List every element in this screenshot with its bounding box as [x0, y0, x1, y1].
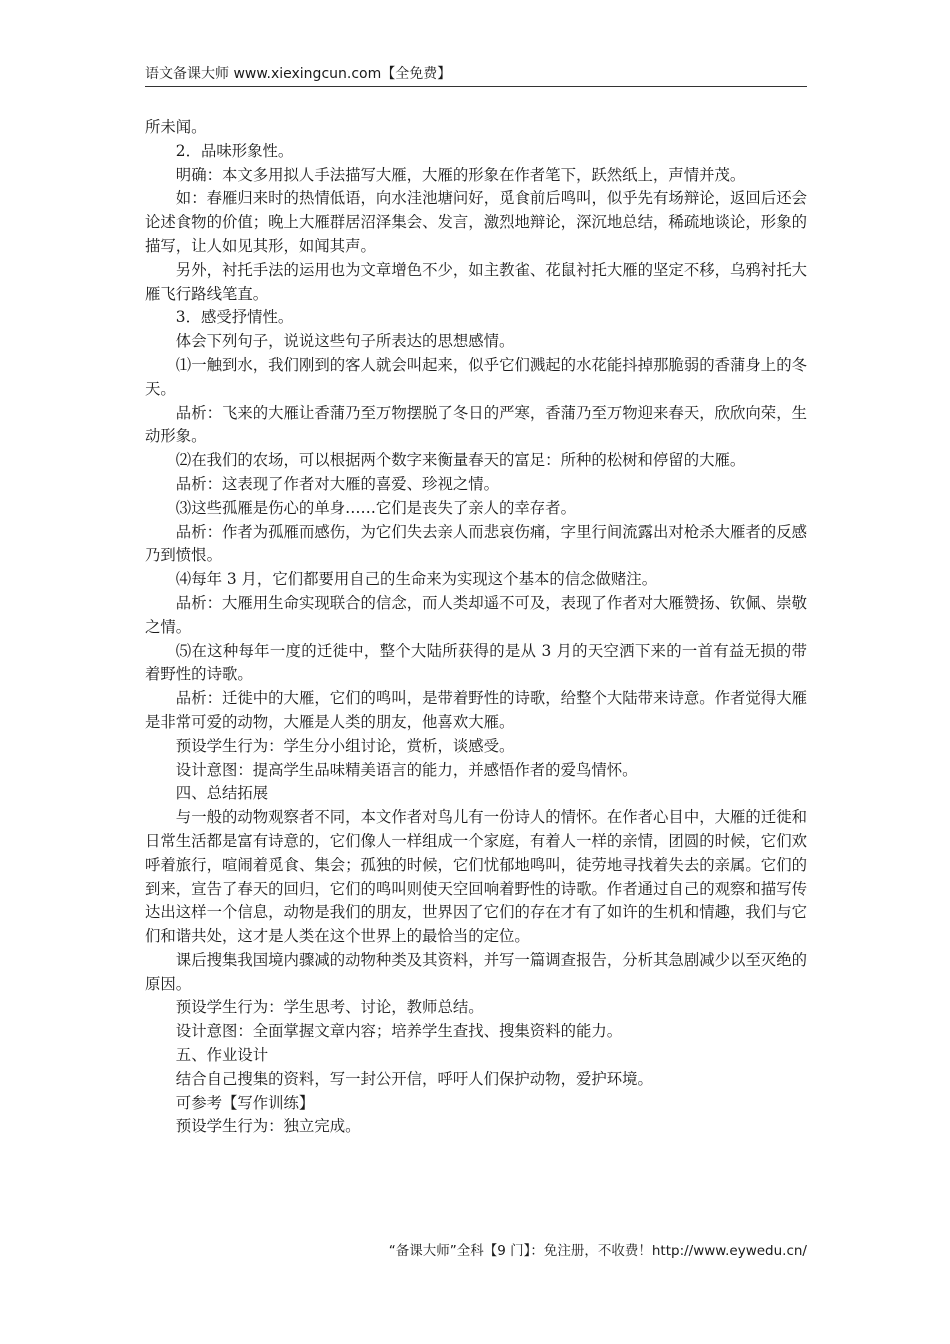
- page-footer: “备课大师”全科【9 门】：免注册，不收费！http://www.eywedu.cn/: [388, 1243, 807, 1259]
- paragraph: 明确：本文多用拟人手法描写大雁，大雁的形象在作者笔下，跃然纸上，声情并茂。: [175, 165, 746, 184]
- section-heading: 3．感受抒情性。: [175, 308, 294, 327]
- header-divider: [145, 86, 807, 87]
- paragraph: 设计意图：提高学生品味精美语言的能力，并感悟作者的爱鸟情怀。: [175, 760, 638, 779]
- page-header: 语文备课大师 www.xiexingcun.com【全免费】: [145, 66, 452, 82]
- document-body: [145, 116, 807, 1139]
- quote-sentence: ⑴一触到水，我们刚到的客人就会叫起来，似乎它们溅起的水花能抖掉那脆弱的香蒲身上的冬天。: [145, 355, 807, 398]
- section-heading: 四、总结拓展: [175, 784, 269, 803]
- quote-sentence: ⑶这些孤雁是伤心的单身……它们是丧失了亲人的幸存者。: [175, 498, 576, 517]
- paragraph: 与一般的动物观察者不同，本文作者对鸟儿有一份诗人的情怀。在作者心目中，大雁的迁徙和日常生活都是富有诗意的，它们像人一样组成一个家庭，有着人一样的亲情，团圆的时候，它们欢呼着旅行，喧闹着觅食、集会；孤独的时候，它们忧郁地鸣叫，徒劳地寻找着失去的亲属。它们的到来，宣告了春天的回归，它们的鸣叫则使天空回响着野性的诗歌。作者通过自己的观察和描写传达出这样一个信息，动物是我们的朋友，世界因了它们的存在才有了如许的生机和情趣，我们与它们和谐共处，这才是人类在这个世界上的最恰当的定位。: [145, 808, 807, 946]
- paragraph: 预设学生行为：学生思考、讨论，教师总结。: [175, 998, 484, 1017]
- paragraph: 如：春雁归来时的热情低语，向水洼池塘问好，觅食前后鸣叫，似乎先有场辩论，返回后还会论述食物的价值；晚上大雁群居沼泽集会、发言，激烈地辩论，深沉地总结，稀疏地谈论，形象的描写，让人如见其形，如闻其声。: [145, 189, 807, 255]
- analysis-paragraph: 品析：这表现了作者对大雁的喜爱、珍视之情。: [175, 474, 500, 493]
- section-heading: 2．品味形象性。: [175, 141, 294, 160]
- quote-sentence: ⑷每年 3 月，它们都要用自己的生命来为实现这个基本的信念做赌注。: [175, 570, 658, 589]
- paragraph: 设计意图：全面掌握文章内容；培养学生查找、搜集资料的能力。: [175, 1022, 623, 1041]
- quote-sentence: ⑵在我们的农场，可以根据两个数字来衡量春天的富足：所种的松树和停留的大雁。: [175, 451, 746, 470]
- paragraph: 课后搜集我国境内骤减的动物种类及其资料，并写一篇调查报告，分析其急剧减少以至灭绝的原因。: [145, 950, 807, 993]
- analysis-paragraph: 品析：作者为孤雁而感伤，为它们失去亲人而悲哀伤痛，字里行间流露出对枪杀大雁者的反感乃到愤恨。: [145, 522, 807, 565]
- paragraph: 预设学生行为：独立完成。: [175, 1117, 361, 1136]
- paragraph: 可参考【写作训练】: [175, 1093, 315, 1112]
- paragraph: 预设学生行为：学生分小组讨论，赏析，谈感受。: [175, 736, 515, 755]
- analysis-paragraph: 品析：大雁用生命实现联合的信念，而人类却遥不可及，表现了作者对大雁赞扬、钦佩、崇敬之情。: [145, 593, 807, 636]
- paragraph: 体会下列句子，说说这些句子所表达的思想感情。: [175, 332, 515, 351]
- paragraph: 另外，衬托手法的运用也为文章增色不少，如主教雀、花鼠衬托大雁的坚定不移，乌鸦衬托大雁飞行路线笔直。: [145, 260, 807, 303]
- paragraph: 所未闻。: [145, 118, 207, 136]
- analysis-paragraph: 品析：迁徙中的大雁，它们的鸣叫，是带着野性的诗歌，给整个大陆带来诗意。作者觉得大雁是非常可爱的动物，大雁是人类的朋友，他喜欢大雁。: [145, 689, 807, 731]
- analysis-paragraph: 品析：飞来的大雁让香蒲乃至万物摆脱了冬日的严寒，香蒲乃至万物迎来春天，欣欣向荣，生动形象。: [145, 403, 807, 446]
- quote-sentence: ⑸在这种每年一度的迁徙中，整个大陆所获得的是从 3 月的天空洒下来的一首有益无损的带着野性的诗歌。: [145, 641, 807, 684]
- section-heading: 五、作业设计: [175, 1046, 269, 1065]
- paragraph: 结合自己搜集的资料，写一封公开信，呼吁人们保护动物，爱护环境。: [175, 1069, 653, 1088]
